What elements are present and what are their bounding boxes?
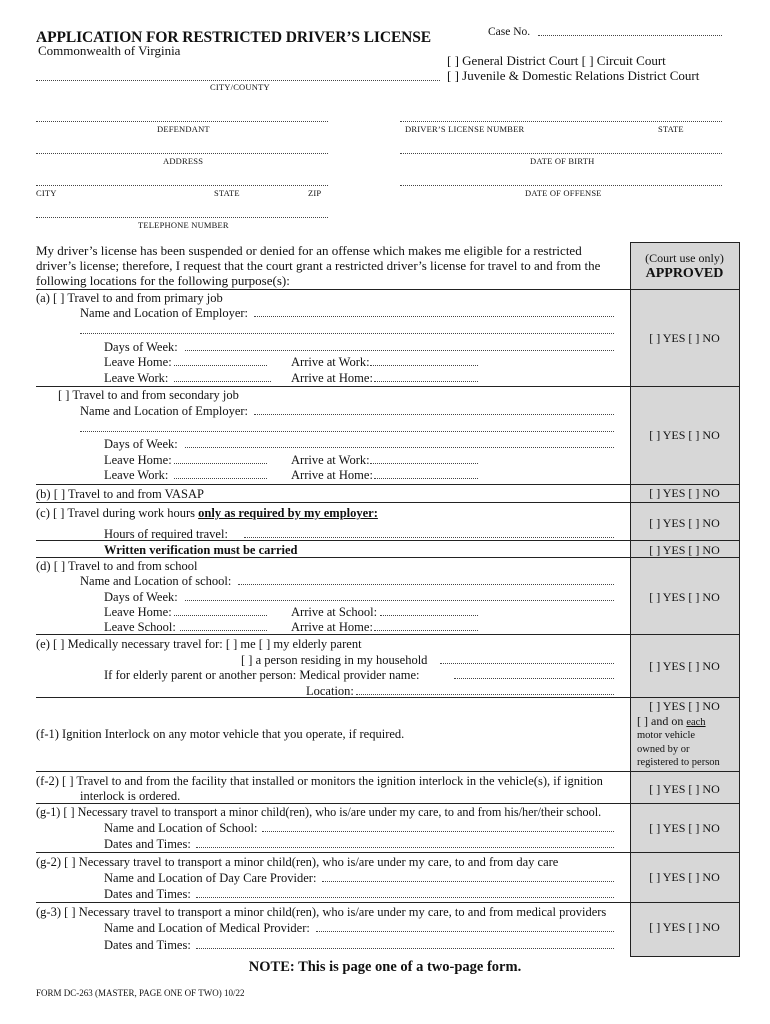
section-a-leave-home-field[interactable] bbox=[174, 365, 267, 366]
approval-c-verification[interactable]: [ ] YES [ ] NO bbox=[649, 543, 720, 557]
section-a-employer-field[interactable] bbox=[254, 316, 614, 317]
section-d-leave-home-field[interactable] bbox=[174, 615, 267, 616]
section-a2-arrive-home-label: Arrive at Home: bbox=[291, 468, 373, 482]
approval-e[interactable]: [ ] YES [ ] NO bbox=[649, 659, 720, 673]
approved-heading: APPROVED bbox=[645, 266, 724, 281]
defendant-label: DEFENDANT bbox=[157, 124, 210, 134]
form-subtitle: Commonwealth of Virginia bbox=[38, 43, 181, 58]
dl-number-field[interactable] bbox=[400, 121, 722, 122]
section-a-employer-field-2[interactable] bbox=[80, 333, 614, 334]
section-g1-school-field[interactable] bbox=[262, 831, 614, 832]
case-no-label: Case No. bbox=[488, 26, 531, 38]
court-type-line1[interactable]: [ ] General District Court [ ] Circuit Court bbox=[447, 53, 666, 68]
section-a-arrive-work-field[interactable] bbox=[370, 365, 478, 366]
section-a2-leave-home-field[interactable] bbox=[174, 463, 267, 464]
section-f2-checkbox[interactable]: (f-2) [ ] Travel to and from the facility that installed or monitors the ignition interlock in the vehicle(s), if ignition bbox=[36, 774, 603, 788]
section-g2-provider-label: Name and Location of Day Care Provider: bbox=[104, 871, 317, 885]
section-g2-dates-label: Dates and Times: bbox=[104, 887, 191, 901]
case-no-field[interactable] bbox=[538, 35, 722, 36]
address-field[interactable] bbox=[36, 153, 328, 154]
section-g1-school-label: Name and Location of School: bbox=[104, 821, 258, 835]
approval-g2[interactable]: [ ] YES [ ] NO bbox=[649, 870, 720, 884]
approval-g1[interactable]: [ ] YES [ ] NO bbox=[649, 821, 720, 835]
city-state-zip-field[interactable] bbox=[36, 185, 328, 186]
court-use-label: (Court use only) bbox=[645, 251, 724, 265]
section-a-arrive-work-label: Arrive at Work: bbox=[291, 355, 370, 369]
court-type-line2[interactable]: [ ] Juvenile & Domestic Relations District Court bbox=[447, 68, 700, 83]
section-g2-dates-field[interactable] bbox=[196, 897, 614, 898]
section-d-days-field[interactable] bbox=[185, 600, 614, 601]
section-d-school-field[interactable] bbox=[238, 584, 614, 585]
section-a-leave-home-label: Leave Home: bbox=[104, 355, 172, 369]
approval-a-primary[interactable]: [ ] YES [ ] NO bbox=[649, 331, 720, 345]
section-a2-days-label: Days of Week: bbox=[104, 437, 178, 451]
section-g1-dates-field[interactable] bbox=[196, 847, 614, 848]
city-county-label: CITY/COUNTY bbox=[210, 82, 270, 92]
section-d-leave-school-label: Leave School: bbox=[104, 620, 176, 634]
section-e-location-field[interactable] bbox=[356, 694, 614, 695]
section-a2-employer-label: Name and Location of Employer: bbox=[80, 404, 248, 418]
dob-label: DATE OF BIRTH bbox=[530, 156, 595, 166]
approval-d[interactable]: [ ] YES [ ] NO bbox=[649, 590, 720, 604]
section-c-checkbox[interactable]: (c) [ ] Travel during work hours only as required by my employer: bbox=[36, 506, 378, 520]
city-county-field[interactable] bbox=[36, 80, 440, 81]
approval-f1[interactable]: [ ] YES [ ] NO bbox=[649, 699, 720, 713]
section-a2-days-field[interactable] bbox=[185, 447, 614, 448]
section-a2-leave-work-label: Leave Work: bbox=[104, 468, 169, 482]
section-e-checkbox[interactable]: (e) [ ] Medically necessary travel for: [ ] me [ ] my elderly parent bbox=[36, 637, 362, 651]
section-d-arrive-home-field[interactable] bbox=[374, 630, 478, 631]
section-d-leave-school-field[interactable] bbox=[180, 630, 267, 631]
section-a-employer-label: Name and Location of Employer: bbox=[80, 306, 248, 320]
section-e-household-field[interactable] bbox=[440, 663, 614, 664]
form-id: FORM DC-263 (MASTER, PAGE ONE OF TWO) 10/22 bbox=[36, 988, 245, 998]
section-a-arrive-home-label: Arrive at Home: bbox=[291, 371, 373, 385]
section-d-school-label: Name and Location of school: bbox=[80, 574, 232, 588]
telephone-field[interactable] bbox=[36, 217, 328, 218]
section-a2-leave-home-label: Leave Home: bbox=[104, 453, 172, 467]
telephone-label: TELEPHONE NUMBER bbox=[138, 220, 229, 230]
section-g3-provider-label: Name and Location of Medical Provider: bbox=[104, 921, 310, 935]
section-a2-checkbox[interactable]: [ ] Travel to and from secondary job bbox=[58, 388, 239, 402]
section-d-arrive-school-field[interactable] bbox=[380, 615, 478, 616]
approval-f1-each-vehicle[interactable]: [ ] and on each bbox=[637, 714, 706, 728]
date-offense-field[interactable] bbox=[400, 185, 722, 186]
section-e-location-label: Location: bbox=[306, 684, 354, 698]
defendant-field[interactable] bbox=[36, 121, 328, 122]
section-a-days-field[interactable] bbox=[185, 350, 614, 351]
section-a2-arrive-work-label: Arrive at Work: bbox=[291, 453, 370, 467]
dob-field[interactable] bbox=[400, 153, 722, 154]
city-label: CITY bbox=[36, 188, 57, 198]
approval-c[interactable]: [ ] YES [ ] NO bbox=[649, 516, 720, 530]
date-offense-label: DATE OF OFFENSE bbox=[525, 188, 602, 198]
page-note: NOTE: This is page one of a two-page form. bbox=[248, 959, 522, 975]
zip-label: ZIP bbox=[308, 188, 322, 198]
section-d-arrive-home-label: Arrive at Home: bbox=[291, 620, 373, 634]
section-g3-checkbox[interactable]: (g-3) [ ] Necessary travel to transport a minor child(ren), who is/are under my care, to and from medical providers bbox=[36, 905, 607, 919]
section-g1-dates-label: Dates and Times: bbox=[104, 837, 191, 851]
section-a2-arrive-home-field[interactable] bbox=[374, 478, 478, 479]
section-a-arrive-home-field[interactable] bbox=[374, 381, 478, 382]
section-a2-leave-work-field[interactable] bbox=[174, 478, 267, 479]
dl-number-label: DRIVER’S LICENSE NUMBER bbox=[405, 124, 525, 134]
section-a-checkbox[interactable]: (a) [ ] Travel to and from primary job bbox=[36, 291, 223, 305]
section-f1-text: (f-1) Ignition Interlock on any motor vehicle that you operate, if required. bbox=[36, 727, 405, 741]
section-c-hours-field[interactable] bbox=[244, 537, 614, 538]
section-d-leave-home-label: Leave Home: bbox=[104, 605, 172, 619]
section-g3-provider-field[interactable] bbox=[316, 931, 614, 932]
section-a-days-label: Days of Week: bbox=[104, 340, 178, 354]
approval-b[interactable]: [ ] YES [ ] NO bbox=[649, 486, 720, 500]
section-d-arrive-school-label: Arrive at School: bbox=[291, 605, 378, 619]
section-a2-employer-field-2[interactable] bbox=[80, 431, 614, 432]
dl-state-label: STATE bbox=[658, 124, 684, 134]
section-g2-checkbox[interactable]: (g-2) [ ] Necessary travel to transport a minor child(ren), who is/are under my care, to and from day care bbox=[36, 855, 559, 869]
section-g3-dates-label: Dates and Times: bbox=[104, 938, 191, 952]
section-b-checkbox[interactable]: (b) [ ] Travel to and from VASAP bbox=[36, 487, 204, 501]
section-e-household-checkbox[interactable]: [ ] a person residing in my household bbox=[241, 653, 428, 667]
approval-g3[interactable]: [ ] YES [ ] NO bbox=[649, 920, 720, 934]
form-title: APPLICATION FOR RESTRICTED DRIVER’S LICENSE bbox=[36, 29, 432, 46]
section-a-leave-work-field[interactable] bbox=[174, 381, 271, 382]
section-g3-dates-field[interactable] bbox=[196, 948, 614, 949]
approval-f1-note: motor vehicle owned by or registered to person bbox=[637, 730, 720, 768]
section-c-verification: Written verification must be carried bbox=[104, 543, 298, 557]
section-e-provider-field[interactable] bbox=[454, 678, 614, 679]
section-g2-provider-field[interactable] bbox=[322, 881, 614, 882]
section-d-checkbox[interactable]: (d) [ ] Travel to and from school bbox=[36, 559, 198, 573]
intro-paragraph: My driver’s license has been suspended or denied for an offense which makes me eligible for a restricted driver’s license; therefore, I request that the court grant a restricted driver’s license for travel to and from the following locations for the following purpose(s): bbox=[36, 243, 601, 288]
section-c-hours-label: Hours of required travel: bbox=[104, 527, 228, 541]
section-a-leave-work-label: Leave Work: bbox=[104, 371, 169, 385]
section-e-provider-label: If for elderly parent or another person: Medical provider name: bbox=[104, 668, 420, 682]
state-label: STATE bbox=[214, 188, 240, 198]
section-g1-checkbox[interactable]: (g-1) [ ] Necessary travel to transport a minor child(ren), who is/are under my care, to and from his/her/their school. bbox=[36, 805, 602, 819]
section-d-days-label: Days of Week: bbox=[104, 590, 178, 604]
approval-f2[interactable]: [ ] YES [ ] NO bbox=[649, 782, 720, 796]
section-a2-arrive-work-field[interactable] bbox=[370, 463, 478, 464]
section-f2-text-2: interlock is ordered. bbox=[80, 789, 181, 803]
approval-a-secondary[interactable]: [ ] YES [ ] NO bbox=[649, 428, 720, 442]
section-a2-employer-field[interactable] bbox=[254, 414, 614, 415]
address-label: ADDRESS bbox=[163, 156, 204, 166]
